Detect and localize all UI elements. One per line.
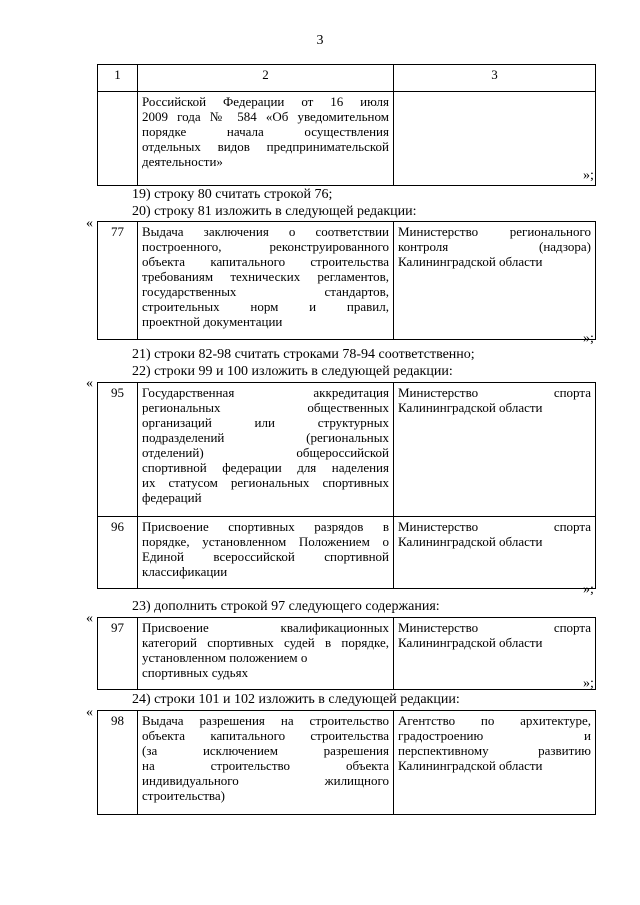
row-authority-cell	[394, 618, 596, 690]
row-authority-cell	[394, 92, 596, 186]
table-row-98	[97, 710, 596, 815]
text-line: контроля (надзора)	[398, 239, 591, 254]
text-line: Министерство регионального	[398, 224, 591, 239]
row-number-cell: 97	[98, 618, 138, 690]
instruction-24: 24) строки 101 и 102 изложить в следующей редакции:	[132, 692, 460, 707]
table-row	[98, 517, 596, 589]
opening-quote: «	[86, 216, 93, 231]
header-col-2: 2	[138, 65, 394, 92]
text-line: Калининградской области	[398, 534, 543, 549]
text-line: порядке начала осуществления	[142, 124, 389, 139]
row-authority-cell	[394, 711, 596, 815]
instruction-21: 21) строки 82-98 считать строками 78-94 соответственно;	[132, 347, 475, 362]
text-line: деятельности»	[142, 154, 223, 169]
closing-quote: »;	[583, 582, 594, 597]
text-line: индивидуального жилищного	[142, 773, 389, 788]
text-line: Государственная аккредитация	[142, 385, 389, 400]
opening-quote: «	[86, 376, 93, 391]
text-line: построенного, реконструированного	[142, 239, 389, 254]
text-line: объекта капитального строительства	[142, 728, 389, 743]
text-line: установленном положением о	[142, 650, 308, 665]
text-line: объекта капитального строительства	[142, 254, 389, 269]
table-row-77	[97, 221, 596, 340]
row-description-cell	[138, 517, 394, 589]
text-line: Калининградской области	[398, 758, 543, 773]
text-line: отделений) общероссийской	[142, 445, 389, 460]
opening-quote: «	[86, 611, 93, 626]
row-number-cell: 77	[98, 222, 138, 340]
text-line: их статусом региональных спортивных	[142, 475, 389, 490]
text-line: порядке, установленном Положением о	[142, 534, 389, 549]
opening-quote: «	[86, 705, 93, 720]
text-line: на строительство объекта	[142, 758, 389, 773]
header-col-3: 3	[394, 65, 596, 92]
text-line: Агентство по архитектуре,	[398, 713, 591, 728]
closing-quote: »;	[583, 676, 594, 691]
text-line: перспективному развитию	[398, 743, 591, 758]
text-line: строительных норм и правил,	[142, 299, 389, 314]
text-line: Калининградской области	[398, 254, 543, 269]
text-line: 2009 года № 584 «Об уведомительном	[142, 109, 389, 124]
text-line: отдельных видов предпринимательской	[142, 139, 389, 154]
text-line: спортивных судьях	[142, 665, 249, 680]
text-line: федераций	[142, 490, 202, 505]
table-row	[98, 383, 596, 517]
text-line: подразделений (региональных	[142, 430, 389, 445]
row-authority-cell	[394, 517, 596, 589]
header-col-1: 1	[98, 65, 138, 92]
instruction-20: 20) строку 81 изложить в следующей редакции:	[132, 204, 417, 219]
text-line: Выдача заключения о соответствии	[142, 224, 389, 239]
text-line: проектной документации	[142, 314, 283, 329]
table-header-row	[98, 65, 596, 92]
row-authority-cell	[394, 222, 596, 340]
instruction-22: 22) строки 99 и 100 изложить в следующей редакции:	[132, 364, 453, 379]
table-row	[98, 222, 596, 340]
instruction-19: 19) строку 80 считать строкой 76;	[132, 187, 333, 202]
text-line: требованиям технических регламентов,	[142, 269, 389, 284]
text-line: Министерство спорта	[398, 519, 591, 534]
row-description-cell	[138, 92, 394, 186]
instruction-23: 23) дополнить строкой 97 следующего содержания:	[132, 599, 440, 614]
table-row	[98, 711, 596, 815]
text-line: строительства)	[142, 788, 225, 803]
text-line: Выдача разрешения на строительство	[142, 713, 389, 728]
text-line: Единой всероссийской спортивной	[142, 549, 389, 564]
row-description-cell	[138, 222, 394, 340]
row-description-cell	[138, 711, 394, 815]
text-line: Министерство спорта	[398, 620, 591, 635]
row-description-cell	[138, 618, 394, 690]
row-number-cell	[98, 92, 138, 186]
closing-quote: »;	[583, 168, 594, 183]
closing-quote: »;	[583, 331, 594, 346]
text-line: спортивной федерации для наделения	[142, 460, 389, 475]
table-row-97	[97, 617, 596, 690]
text-line: (за исключением разрешения	[142, 743, 389, 758]
text-line: градостроению и	[398, 728, 591, 743]
row-number-cell: 95	[98, 383, 138, 517]
text-line: Присвоение квалификационных	[142, 620, 389, 635]
page-number: 3	[316, 33, 324, 48]
table-continuation	[97, 64, 596, 186]
row-number-cell: 96	[98, 517, 138, 589]
text-line: региональных общественных	[142, 400, 389, 415]
text-line: Калининградской области	[398, 635, 543, 650]
text-line: категорий спортивных судей в порядке,	[142, 635, 389, 650]
table-rows-95-96	[97, 382, 596, 589]
text-line: Калининградской области	[398, 400, 543, 415]
table-row	[98, 618, 596, 690]
row-description-cell	[138, 383, 394, 517]
text-line: Присвоение спортивных разрядов в	[142, 519, 389, 534]
text-line: Российской Федерации от 16 июля	[142, 94, 389, 109]
text-line: Министерство спорта	[398, 385, 591, 400]
row-authority-cell	[394, 383, 596, 517]
text-line: классификации	[142, 564, 228, 579]
table-row	[98, 92, 596, 186]
row-number-cell: 98	[98, 711, 138, 815]
text-line: государственных стандартов,	[142, 284, 389, 299]
text-line: организаций или структурных	[142, 415, 389, 430]
